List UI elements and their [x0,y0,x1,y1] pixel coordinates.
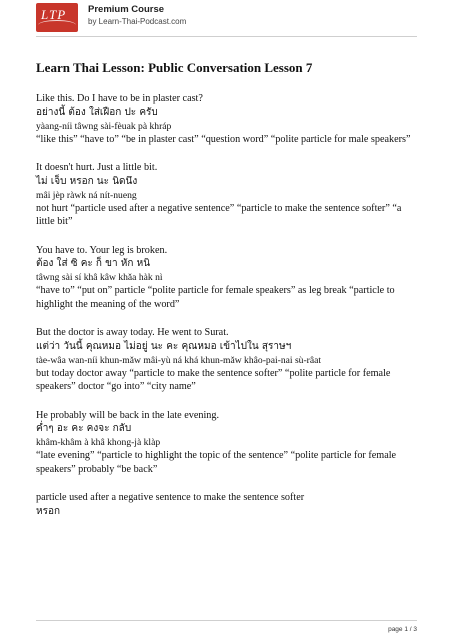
gloss: “like this” “have to” “be in plaster cast” “question word” “polite particle for male speakers” [36,133,411,145]
entry-block [36,244,421,312]
header-divider [36,36,417,37]
lesson-content [36,48,421,534]
english-sentence: But the doctor is away today. He went to Surat. [36,327,229,338]
logo-text: LTP [41,7,67,22]
entry-block [36,161,421,229]
gloss: “have to” “put on” particle “polite particle for female speakers” as leg break “particle to highlight the meaning of the word” [36,285,395,310]
english-sentence: He probably will be back in the late evening. [36,409,220,421]
gloss: not hurt “particle used after a negative sentence” “particle to make the sentence softer” “a little bit” [36,202,402,227]
thai-sentence: ไม่ เจ็บ หรอก นะ นิดนึง [36,175,138,187]
english-sentence: Like this. Do I have to be in plaster cast? [36,93,203,104]
romanization: tâwng sài sí khâ kâw khǎa hàk nì [36,272,163,283]
romanization: yàang-níi tâwng sài-fèuak pà khráp [36,120,172,132]
course-title: Premium Course [88,4,165,15]
thai-sentence: อย่างนี้ ต้อง ใส่เฝือก ปะ ครับ [36,106,158,118]
logo-swoosh-icon [38,20,76,30]
ltp-logo [36,3,78,32]
vocab-block [36,491,421,519]
entry-block [36,409,421,477]
romanization: mâi jèp ràwk ná nít-nueng [36,189,137,201]
romanization: tàe-wâa wan-níi khun-mǎw mâi-yù ná khá khun-mǎw khâo-pai-nai sù-râat [36,354,322,366]
brand-block [88,4,186,27]
page-header [36,3,417,35]
entry-block [36,326,421,394]
course-subtitle: by Learn-Thai-Podcast.com [88,17,187,26]
vocab-definition: particle used after a negative sentence to make the sentence softer [36,492,305,503]
english-sentence: It doesn't hurt. Just a little bit. [36,162,158,173]
thai-sentence: แต่ว่า วันนี้ คุณหมอ ไม่อยู่ นะ คะ คุณหมอ เข้าไปใน สุราษฯ [36,340,292,352]
vocab-thai: หรอก [36,505,61,517]
thai-sentence: ค่ำๆ อะ คะ คงจะ กลับ [36,423,132,434]
entry-block [36,92,421,146]
lesson-title: Learn Thai Lesson: Public Conversation Lesson 7 [36,60,313,75]
gloss: but today doctor away “particle to make the sentence softer” “polite particle for female speakers” doctor “go into” “city name” [36,367,391,392]
page-number: page 1 / 3 [388,626,417,633]
romanization: khâm-khâm à khâ khong-jà klàp [36,437,161,448]
gloss: “late evening” “particle to highlight the topic of the sentence” “polite particle for female speakers” probably “be back” [36,450,397,475]
thai-sentence: ต้อง ใส่ ซิ คะ ก็ ขา หัก หนิ [36,258,151,269]
footer-divider [36,620,417,621]
english-sentence: You have to. Your leg is broken. [36,244,168,256]
